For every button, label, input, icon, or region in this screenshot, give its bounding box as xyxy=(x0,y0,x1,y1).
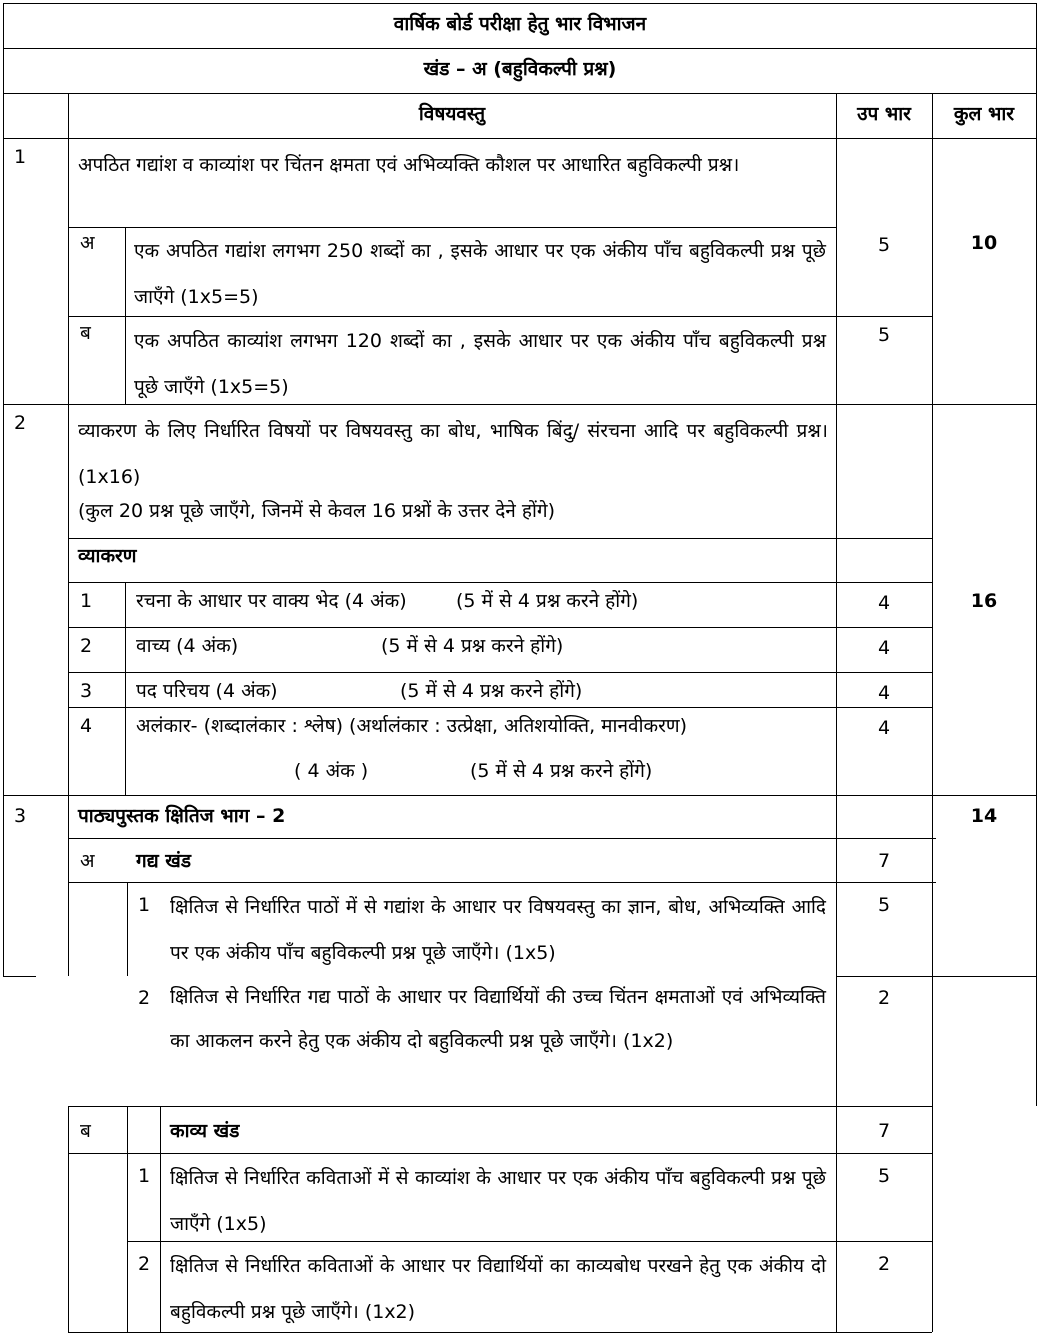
header-sub-marks: उप भार xyxy=(857,103,911,125)
item-topic: वाच्य (4 अंक) xyxy=(136,635,239,657)
row-divider xyxy=(68,627,932,628)
item-topic: अलंकार- (शब्दालंकार : श्लेष) (अर्थालंकार : उत्प्रेक्षा, अतिशयोक्ति, मानवीकरण) xyxy=(136,715,687,737)
row-number: 3 xyxy=(14,805,27,827)
item-text: क्षितिज से निर्धारित गद्य पाठों के आधार पर विद्यार्थियों की उच्च चिंतन क्षमताओं एवं अभिव्यक्ति का आकलन करने हेतु एक अंकीय दो बहुविकल्पी प्रश्न पूछे जाएँगे। (1x2) xyxy=(170,986,826,1052)
item-note: (5 में से 4 प्रश्न करने होंगे) xyxy=(456,590,639,612)
item-text: एक अपठित काव्यांश लगभग 120 शब्दों का , इसके आधार पर एक अंकीय पाँच बहुविकल्पी प्रश्न पूछे जाएँगे (1x5=5) xyxy=(134,330,826,398)
section-1-total: 10 xyxy=(970,232,998,254)
item-label: ब xyxy=(80,322,91,344)
page-title: वार्षिक बोर्ड परीक्षा हेतु भार विभाजन xyxy=(393,13,647,35)
row-divider xyxy=(68,707,932,708)
item-number: 1 xyxy=(80,590,93,612)
item-text: क्षितिज से निर्धारित कविताओं में से काव्यांश के आधार पर एक अंकीय पाँच बहुविकल्पी प्रश्न पूछे जाएँगे (1x5) xyxy=(170,1167,826,1235)
column-divider xyxy=(932,93,933,976)
header-total-marks: कुल भार xyxy=(953,103,1015,125)
grammar-heading: व्याकरण xyxy=(78,545,137,567)
item-label: ब xyxy=(80,1120,91,1142)
item-label: अ xyxy=(80,232,95,254)
item-number: 4 xyxy=(80,715,93,737)
table-border xyxy=(3,3,1037,4)
header-content: विषयवस्तु xyxy=(418,103,486,125)
section-3-total: 14 xyxy=(970,805,998,827)
column-divider xyxy=(836,93,837,976)
item-note: (5 में से 4 प्रश्न करने होंगे) xyxy=(400,680,583,702)
row-divider xyxy=(68,582,932,583)
item-number: 1 xyxy=(138,894,151,916)
item-note: (5 में से 4 प्रश्न करने होंगे) xyxy=(470,760,653,782)
table-border xyxy=(3,3,4,976)
item-number: 2 xyxy=(138,987,151,1009)
poetry-heading: काव्य खंड xyxy=(170,1120,240,1142)
item-marks: 2 xyxy=(877,987,891,1009)
item-topic: पद परिचय (4 अंक) xyxy=(136,680,278,702)
item-note: (5 में से 4 प्रश्न करने होंगे) xyxy=(381,635,564,657)
row-divider xyxy=(68,1153,932,1154)
table-border xyxy=(3,976,36,977)
section-title: खंड – अ (बहुविकल्पी प्रश्न) xyxy=(423,58,617,80)
column-divider xyxy=(68,93,69,976)
column-divider xyxy=(125,227,126,404)
item-marks: 5 xyxy=(877,1165,891,1187)
table-border xyxy=(1036,976,1037,1106)
item-marks: 4 xyxy=(877,637,891,659)
item-number: 2 xyxy=(80,635,93,657)
item-marks: 5 xyxy=(877,324,891,346)
table-border xyxy=(836,976,1036,977)
item-marks: 5 xyxy=(877,234,891,256)
column-divider xyxy=(836,976,837,1332)
item-number: 1 xyxy=(138,1165,151,1187)
row-divider xyxy=(3,138,1037,139)
row-divider xyxy=(68,672,932,673)
prose-heading: गद्य खंड xyxy=(136,850,191,872)
item-text: क्षितिज से निर्धारित पाठों में से गद्यांश के आधार पर विषयवस्तु का ज्ञान, बोध, अभिव्यक्ति आदि पर एक अंकीय पाँच बहुविकल्पी प्रश्न पूछे जाएँगे। (1x5) xyxy=(170,896,826,964)
section-2-note: (कुल 20 प्रश्न पूछे जाएँगे, जिनमें से केवल 16 प्रश्नों के उत्तर देने होंगे) xyxy=(78,500,556,522)
item-marks: 7 xyxy=(877,1120,891,1142)
section-3-title: पाठ्यपुस्तक क्षितिज भाग – 2 xyxy=(78,805,286,827)
item-marks: 5 xyxy=(877,894,891,916)
item-topic: रचना के आधार पर वाक्य भेद (4 अंक) xyxy=(136,590,407,612)
section-2-text: व्याकरण के लिए निर्धारित विषयों पर विषयवस्तु का बोध, भाषिक बिंदु/ संरचना आदि पर बहुविकल्पी प्रश्न। (1x16) xyxy=(78,420,828,488)
column-divider xyxy=(932,976,933,1332)
row-divider xyxy=(3,93,1037,94)
row-number: 2 xyxy=(14,412,27,434)
column-divider xyxy=(125,582,126,795)
row-divider xyxy=(68,1106,932,1107)
row-divider xyxy=(3,48,1037,49)
item-marks: 2 xyxy=(877,1253,891,1275)
row-divider xyxy=(68,838,936,839)
item-topic-marks: ( 4 अंक ) xyxy=(294,760,369,782)
section-2-total: 16 xyxy=(970,590,998,612)
column-divider xyxy=(127,1106,128,1332)
row-number: 1 xyxy=(14,146,27,168)
column-divider xyxy=(160,1106,161,1332)
item-text: क्षितिज से निर्धारित कविताओं के आधार पर विद्यार्थियों का काव्यबोध परखने हेतु एक अंकीय दो बहुविकल्पी प्रश्न पूछे जाएँगे। (1x2) xyxy=(170,1255,826,1323)
row-divider xyxy=(3,795,1037,796)
item-marks: 7 xyxy=(877,850,891,872)
item-marks: 4 xyxy=(877,592,891,614)
item-label: अ xyxy=(80,850,95,872)
item-number: 2 xyxy=(138,1253,151,1275)
row-divider xyxy=(68,538,932,539)
column-divider xyxy=(68,1106,69,1332)
row-divider xyxy=(68,882,936,883)
item-text: एक अपठित गद्यांश लगभग 250 शब्दों का , इसके आधार पर एक अंकीय पाँच बहुविकल्पी प्रश्न पूछे जाएँगे (1x5=5) xyxy=(134,240,826,308)
table-border xyxy=(1036,3,1037,976)
section-1-title: अपठित गद्यांश व काव्यांश पर चिंतन क्षमता एवं अभिव्यक्ति कौशल पर आधारित बहुविकल्पी प्रश्न। xyxy=(78,154,740,176)
item-number: 3 xyxy=(80,680,93,702)
item-marks: 4 xyxy=(877,717,891,739)
item-marks: 4 xyxy=(877,682,891,704)
column-divider xyxy=(127,882,128,976)
